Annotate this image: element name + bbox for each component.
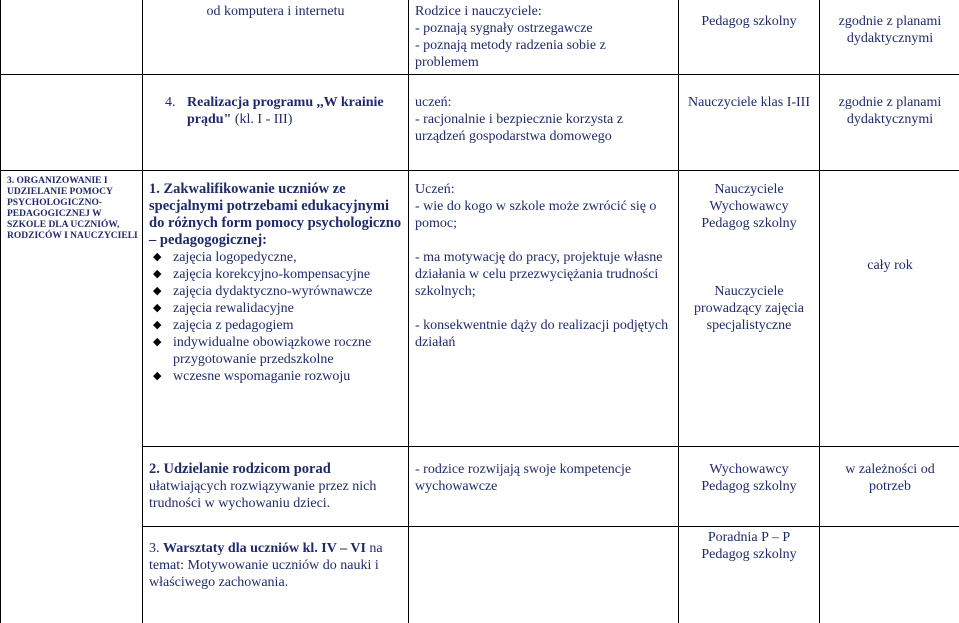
responsible-line: Pedagog szkolny (701, 546, 797, 562)
goals-line: - poznają sygnały ostrzegawcze (415, 21, 593, 36)
task-text-na: na (369, 540, 383, 556)
deadline-text: zgodnie z planami dydaktycznymi (838, 94, 942, 127)
deadline-cell (820, 170, 959, 446)
deadline-text: cały rok (867, 257, 913, 273)
list-item: ◆ zajęcia dydaktyczno-wyrównawcze (149, 283, 402, 300)
responsible-line: Pedagog szkolny (701, 478, 797, 494)
table-row (1, 170, 959, 446)
deadline-cell (820, 0, 959, 74)
task-cell (143, 170, 409, 446)
goals-cell (409, 526, 679, 623)
task-cell (143, 74, 409, 170)
responsible-line: Poradnia P – P (707, 529, 791, 545)
task-number: 3. (149, 540, 160, 556)
task-text: od komputera i internetu (206, 4, 345, 19)
section-cell (1, 0, 143, 74)
table-row (1, 446, 959, 526)
deadline-cell (820, 74, 959, 170)
goals-cell (409, 0, 679, 74)
deadline-text: zgodnie z planami dydaktycznymi (838, 14, 942, 46)
list-item: ◆ zajęcia z pedagogiem (149, 317, 402, 334)
task-cell (143, 446, 409, 526)
goals-line: - racjonalnie i bezpiecznie korzysta z urządzeń gospodarstwa domowego (415, 111, 623, 144)
list-item: ◆ zajęcia rewalidacyjne (149, 300, 402, 317)
list-item: ◆ indywidualne obowiązkowe roczne przygotowanie przedszkolne (149, 334, 402, 368)
goals-cell (409, 170, 679, 446)
responsible-line: Nauczyciele prowadzący zajęcia specjalistyczne (694, 283, 804, 333)
table-row (1, 526, 959, 623)
responsible-line: Wychowawcy (709, 198, 789, 214)
responsible-line: Wychowawcy (709, 461, 789, 477)
responsible-line: Pedagog szkolny (701, 215, 797, 231)
goals-text: - rodzice rozwijają swoje kompetencje wychowawcze (415, 461, 632, 494)
task-cell (143, 526, 409, 623)
responsible-cell (679, 446, 820, 526)
goals-line: - wie do kogo w szkole może zwrócić się o pomoc; (415, 198, 657, 231)
section-cell (1, 170, 143, 623)
list-item: ◆ wczesne wspomaganie rozwoju (149, 368, 402, 385)
responsible-cell (679, 74, 820, 170)
responsible-cell (679, 0, 820, 74)
deadline-text: w zależności od potrzeb (845, 461, 935, 494)
task-number: 4. (165, 94, 176, 110)
task-text: ułatwiających rozwiązywanie przez nich trudności w wychowaniu dzieci. (149, 478, 377, 511)
task-title: Realizacja programu ,,W krainie prądu" (187, 94, 384, 127)
task-cell (143, 0, 409, 74)
goals-line: Uczeń: (415, 181, 455, 197)
goals-cell (409, 74, 679, 170)
responsible-line: Nauczyciele (714, 181, 784, 197)
list-item: ◆ zajęcia korekcyjno-kompensacyjne (149, 266, 402, 283)
task-text: temat: Motywowanie uczniów do nauki i właściwego zachowania. (149, 557, 379, 590)
task-heading: Warsztaty dla uczniów kl. IV – VI (163, 540, 366, 556)
responsible-cell (679, 170, 820, 446)
task-title-rest: (kl. I - III) (234, 111, 293, 127)
responsible-cell (679, 526, 820, 623)
goals-line: - konsekwentnie dąży do realizacji podjętych działań (415, 317, 669, 350)
goals-line: - poznają metody radzenia sobie z problemem (415, 38, 606, 70)
deadline-cell (820, 446, 959, 526)
goals-line: uczeń: (415, 94, 452, 110)
forms-list (149, 249, 402, 385)
deadline-cell (820, 526, 959, 623)
section-title: 3. ORGANIZOWANIE I UDZIELANIE POMOCY PSYCHOLOGICZNO-PEDAGOGICZNEJ W SZKOLE DLA UCZNIÓW, RODZICÓW I NAUCZYCIELI (7, 175, 138, 241)
responsible-text: Pedagog szkolny (701, 14, 797, 29)
goals-line: Rodzice i nauczyciele: (415, 4, 542, 19)
table-row (1, 74, 959, 170)
table-row (1, 0, 959, 74)
goals-line: - ma motywację do pracy, projektuje własne działania w celu przezwyciężania trudności szkolnych; (415, 249, 663, 299)
responsible-text: Nauczyciele klas I-III (687, 94, 811, 110)
goals-cell (409, 446, 679, 526)
list-item: ◆ zajęcia logopedyczne, (149, 249, 402, 266)
task-heading: 2. Udzielanie rodzicom porad (149, 460, 331, 477)
section-cell (1, 74, 143, 170)
task-heading: 1. Zakwalifikowanie uczniów ze specjalnymi potrzebami edukacyjnymi do różnych form pomocy psychologiczno – pedagogogicznej: (149, 180, 402, 248)
